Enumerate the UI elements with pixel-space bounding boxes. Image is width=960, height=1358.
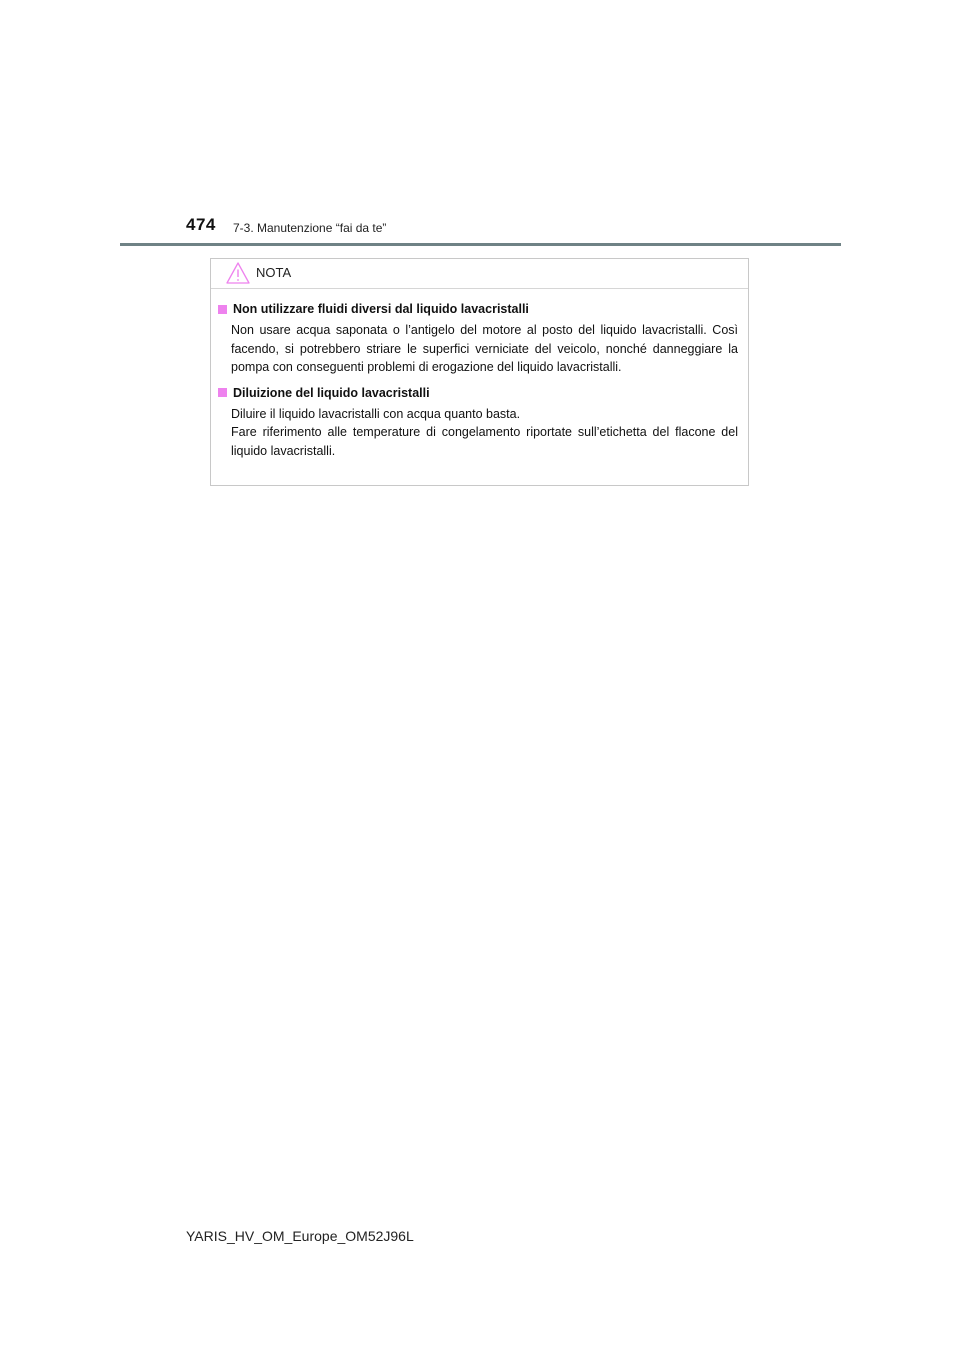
bullet-square-icon <box>218 388 227 397</box>
item-heading <box>218 385 738 401</box>
item-heading-text: Diluizione del liquido lavacristalli <box>233 385 430 400</box>
note-header <box>211 259 748 289</box>
item-text-line: Diluire il liquido lavacristalli con acqua quanto basta. <box>231 406 521 421</box>
page-number: 474 <box>186 215 216 234</box>
note-label: NOTA <box>256 265 292 280</box>
item-text-line: Fare riferimento alle temperature di congelamento riportate sull’etichetta del flacone del liquido lavacristalli. <box>231 425 738 458</box>
section-title: 7-3. Manutenzione “fai da te” <box>233 221 387 235</box>
note-item-dilution <box>218 385 738 461</box>
note-box <box>210 258 749 486</box>
warning-icon <box>225 261 251 285</box>
item-heading <box>218 301 738 317</box>
note-item-fluids <box>218 301 738 377</box>
header-rule <box>120 243 841 246</box>
item-heading-text: Non utilizzare fluidi diversi dal liquido lavacristalli <box>233 302 529 316</box>
item-text: Non usare acqua saponata o l’antigelo del motore al posto del liquido lavacristalli. Così facendo, si potrebbero striare le superfici verniciate del veicolo, nonché danneggiare la pompa con conseguenti problemi di erogazione del liquido lavacristalli. <box>231 323 738 374</box>
footer-doc-code: YARIS_HV_OM_Europe_OM52J96L <box>186 1228 414 1244</box>
bullet-square-icon <box>218 305 227 314</box>
note-body <box>211 289 748 460</box>
